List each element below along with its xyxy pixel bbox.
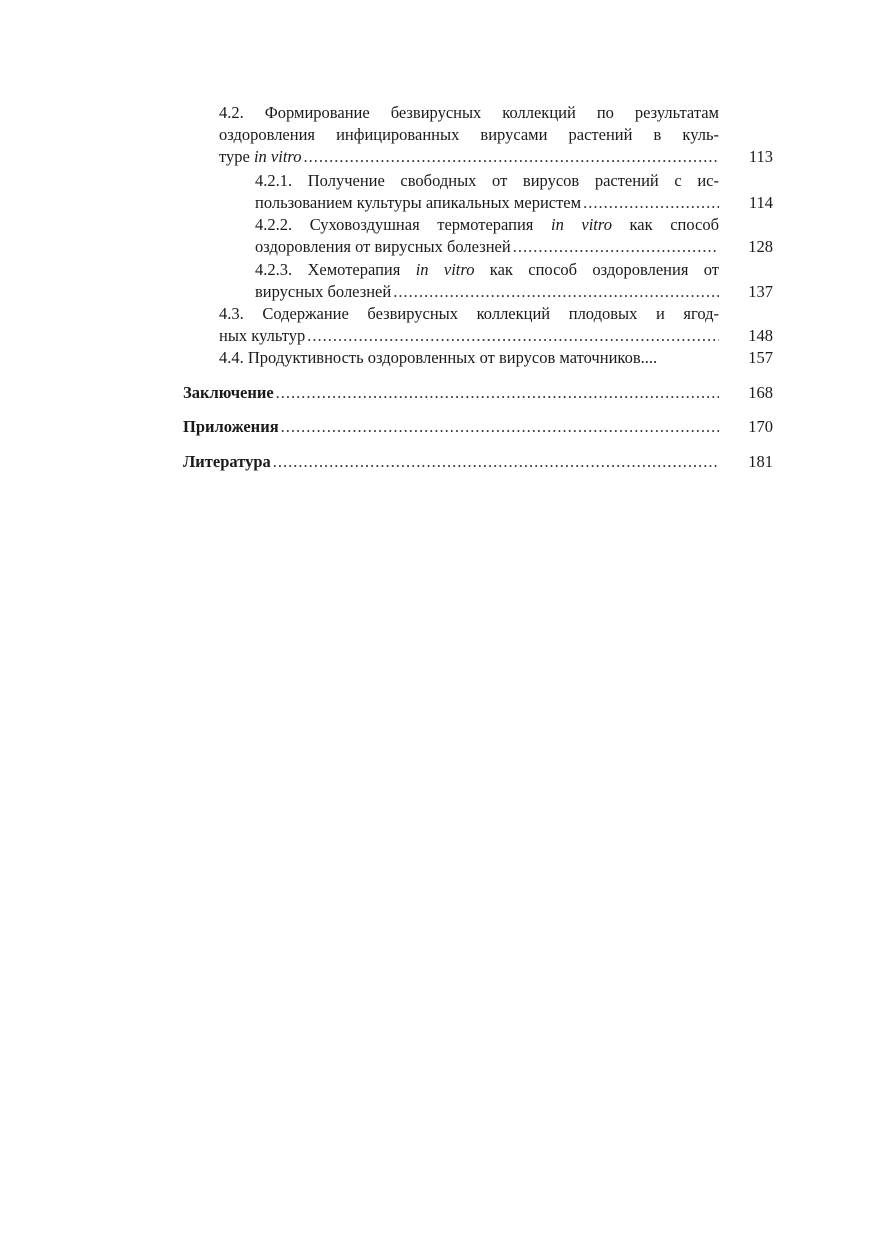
- toc-entry-4-3-line1: 4.3. Содержание безвирусных коллекций плодовых и ягод-: [219, 304, 719, 323]
- toc-entry-4-2-3-line2: вирусных болезней .....: [255, 281, 719, 303]
- toc-entry-conclusion: Заключение .....: [183, 382, 719, 404]
- leader-dots: [276, 382, 719, 404]
- toc-entry-4-2-3-line1: 4.2.3. Хемотерапия in vitro как способ оздоровления от: [255, 260, 719, 279]
- toc-entry-4-2-1-line1: 4.2.1. Получение свободных от вирусов растений с ис-: [255, 171, 719, 190]
- toc-entry-appendices: Приложения .....: [183, 416, 719, 438]
- toc-entry-4-3-line2: ных культур .....: [219, 325, 719, 347]
- toc-entry-4-2-2-line1: 4.2.2. Суховоздушная термотерапия in vitro как способ: [255, 215, 719, 234]
- toc-page-4-2: 113: [748, 147, 773, 166]
- toc-page-references: 181: [748, 452, 773, 471]
- toc-page-4-3: 148: [748, 326, 773, 345]
- leader-dots: [307, 325, 719, 347]
- toc-page-4-2-3: 137: [748, 282, 773, 301]
- toc-page-4-2-2: 128: [748, 237, 773, 256]
- leader-dots: [583, 192, 719, 214]
- toc-entry-4-2-line1: 4.2. Формирование безвирусных коллекций по результатам: [219, 103, 719, 122]
- toc-entry-4-2-line2: оздоровления инфицированных вирусами растений в куль-: [219, 125, 719, 144]
- toc-page-4-4: 157: [748, 348, 773, 367]
- leader-dots: [281, 416, 719, 438]
- leader-dots: [393, 281, 719, 303]
- toc-entry-4-2-2-line2: оздоровления от вирусных болезней .....: [255, 236, 719, 258]
- leader-dots: [303, 146, 719, 168]
- toc-entry-references: Литература .....: [183, 451, 719, 473]
- toc-page-conclusion: 168: [748, 383, 773, 402]
- toc-entry-4-2-line3: туре in vitro .....: [219, 146, 719, 168]
- toc-page-4-2-1: 114: [748, 193, 773, 212]
- leader-dots: [273, 451, 719, 473]
- toc-entry-4-4: 4.4. Продуктивность оздоровленных от вирусов маточников....: [219, 348, 658, 367]
- toc-page-appendices: 170: [748, 417, 773, 436]
- leader-dots: [513, 236, 719, 258]
- toc-entry-4-2-1-line2: пользованием культуры апикальных меристем .....: [255, 192, 719, 214]
